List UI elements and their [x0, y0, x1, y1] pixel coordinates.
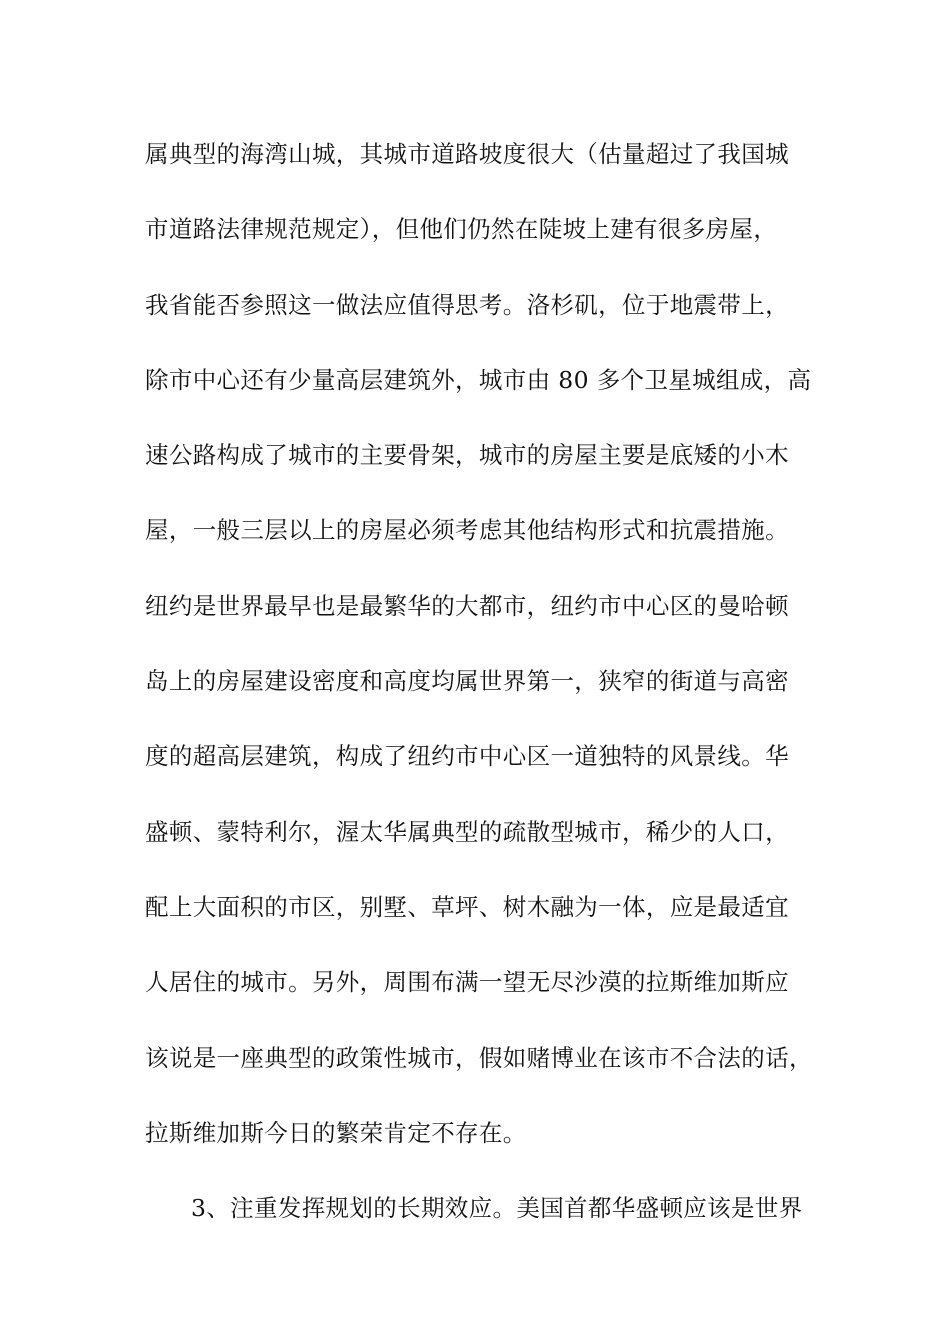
- text-line: 拉斯维加斯今日的繁荣肯定不存在。: [145, 1118, 527, 1147]
- text-line: 市道路法律规范规定），但他们仍然在陡坡上建有很多房屋，: [145, 215, 778, 244]
- text-line: 人居住的城市。另外，周围布满一望无尽沙漠的拉斯维加斯应: [145, 968, 789, 997]
- text-line: 属典型的海湾山城，其城市道路坡度很大（估量超过了我国城: [145, 140, 789, 168]
- text-line: 我省能否参照这一做法应值得思考。洛杉矶，位于地震带上，: [145, 290, 789, 319]
- body-text: [145, 131, 845, 1260]
- text-line: 屋，一般三层以上的房屋必须考虑其他结构形式和抗震措施。: [145, 516, 789, 545]
- text-line: 该说是一座典型的政策性城市，假如赌博业在该市不合法的话，: [145, 1043, 813, 1072]
- text-line: 配上大面积的市区，别墅、草坪、树木融为一体，应是最适宜: [145, 892, 789, 921]
- text-line: 速公路构成了城市的主要骨架，城市的房屋主要是底矮的小木: [145, 441, 789, 470]
- text-line: 除市中心还有少量高层建筑外，城市由 80 多个卫星城组成，高: [145, 365, 812, 394]
- text-line: 岛上的房屋建设密度和高度均属世界第一，狭窄的街道与高密: [145, 667, 789, 696]
- text-line: 度的超高层建筑，构成了纽约市中心区一道独特的风景线。华: [145, 742, 789, 771]
- text-line: 纽约是世界最早也是最繁华的大都市，纽约市中心区的曼哈顿: [145, 591, 789, 620]
- paragraph-first-line: 3、注重发挥规划的长期效应。美国首都华盛顿应该是世界: [191, 1194, 803, 1223]
- text-line: 盛顿、蒙特利尔，渥太华属典型的疏散型城市，稀少的人口，: [145, 817, 789, 846]
